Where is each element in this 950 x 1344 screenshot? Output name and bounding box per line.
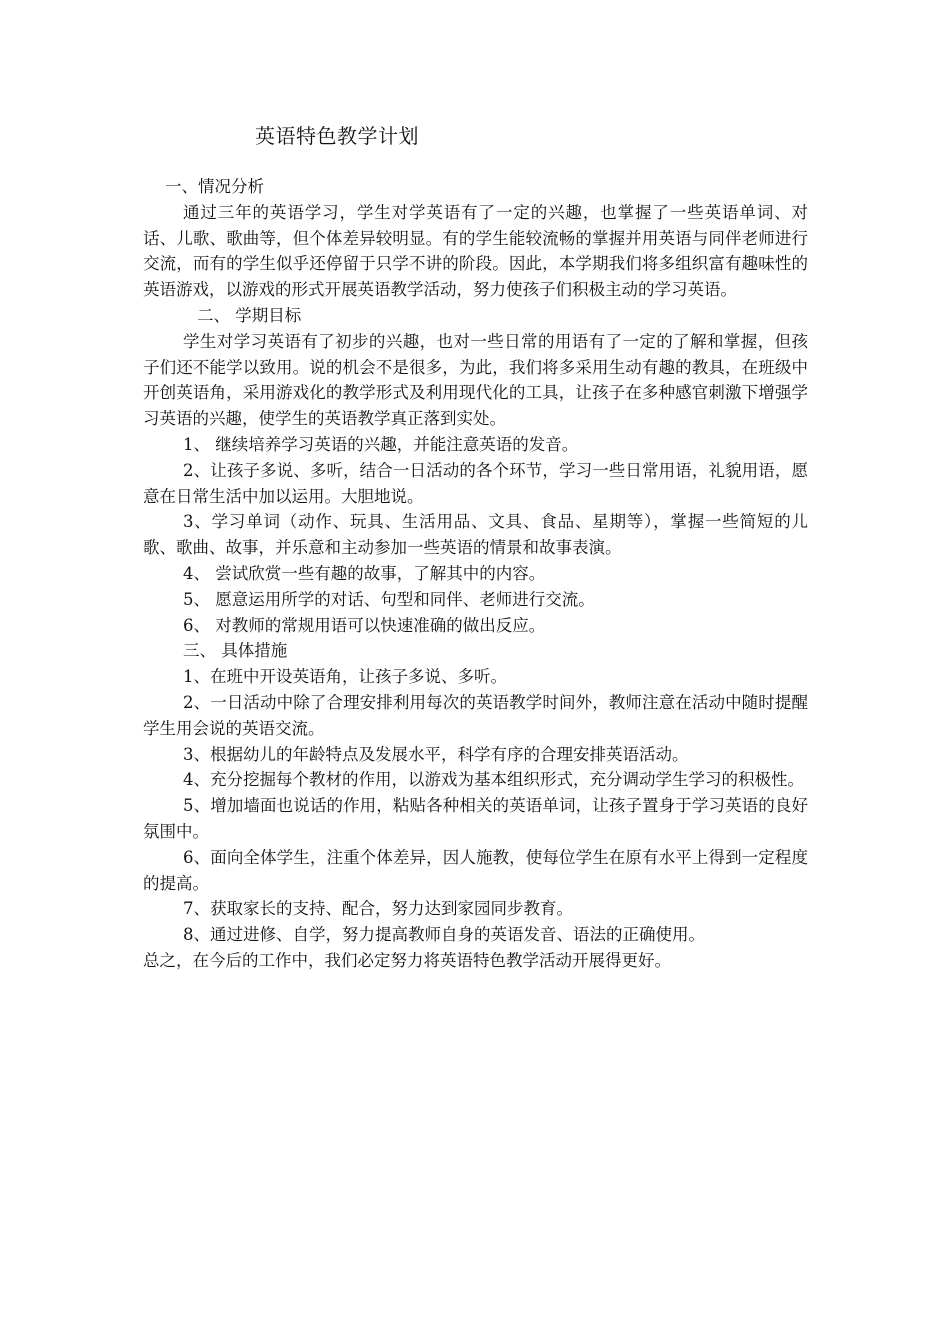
measure-item-7: 7、获取家长的支持、配合，努力达到家园同步教育。 [183,899,573,919]
goal-item-5: 5、 愿意运用所学的对话、句型和同伴、老师进行交流。 [183,589,595,609]
section-heading-situation-analysis: 一、情况分析 [165,177,264,196]
goal-item-2: 2、让孩子多说、多听，结合一日活动的各个环节，学习一些日常用语，礼貌用语，愿意在日常生活中加以运用。大胆地说。 [143,460,808,506]
measure-item-8: 8、通过进修、自学，努力提高教师自身的英语发音、语法的正确使用。 [183,925,705,945]
measure-item-1: 1、在班中开设英语角，让孩子多说、多听。 [183,667,507,687]
goal-item-6: 6、 对教师的常规用语可以快速准确的做出反应。 [183,615,546,635]
document-title: 英语特色教学计划 [255,124,419,148]
paragraph-situation-analysis: 通过三年的英语学习，学生对学英语有了一定的兴趣，也掌握了一些英语单词、对话、儿歌、歌曲等，但个体差异较明显。有的学生能较流畅的掌握并用英语与同伴老师进行交流，而有的学生似乎还停留于只学不讲的阶段。因此，本学期我们将多组织富有趣味性的英语游戏，以游戏的形式开展英语教学活动，努力使孩子们积极主动的学习英语。 [143,202,808,300]
paragraph-semester-goals: 学生对学习英语有了初步的兴趣，也对一些日常的用语有了一定的了解和掌握，但孩子们还不能学以致用。说的机会不是很多，为此，我们将多采用生动有趣的教具，在班级中开创英语角，采用游戏化的教学形式及利用现代化的工具，让孩子在多种感官刺激下增强学习英语的兴趣，使学生的英语教学真正落到实处。 [143,331,808,429]
goal-item-3: 3、学习单词（动作、玩具、生活用品、文具、食品、星期等），掌握一些简短的儿歌、歌曲、故事，并乐意和主动参加一些英语的情景和故事表演。 [143,512,808,558]
measure-item-2: 2、一日活动中除了合理安排利用每次的英语教学时间外，教师注意在活动中随时提醒学生用会说的英语交流。 [143,692,808,738]
goal-item-4: 4、 尝试欣赏一些有趣的故事，了解其中的内容。 [183,563,546,583]
measure-item-5: 5、增加墙面也说话的作用，粘贴各种相关的英语单词，让孩子置身于学习英语的良好氛围中。 [143,796,808,841]
measure-item-6: 6、面向全体学生，注重个体差异，因人施教，使每位学生在原有水平上得到一定程度的提高。 [143,847,808,893]
measure-item-4: 4、充分挖掘每个教材的作用，以游戏为基本组织形式，充分调动学生学习的积极性。 [183,770,804,790]
document-body [143,174,808,974]
section-heading-semester-goals: 二、 学期目标 [197,305,302,325]
section-heading-measures: 三、 具体措施 [183,641,288,661]
closing-paragraph: 总之，在今后的工作中，我们必定努力将英语特色教学活动开展得更好。 [143,950,671,970]
measure-item-3: 3、根据幼儿的年龄特点及发展水平，科学有序的合理安排英语活动。 [183,744,689,764]
goal-item-1: 1、 继续培养学习英语的兴趣，并能注意英语的发音。 [183,434,579,454]
